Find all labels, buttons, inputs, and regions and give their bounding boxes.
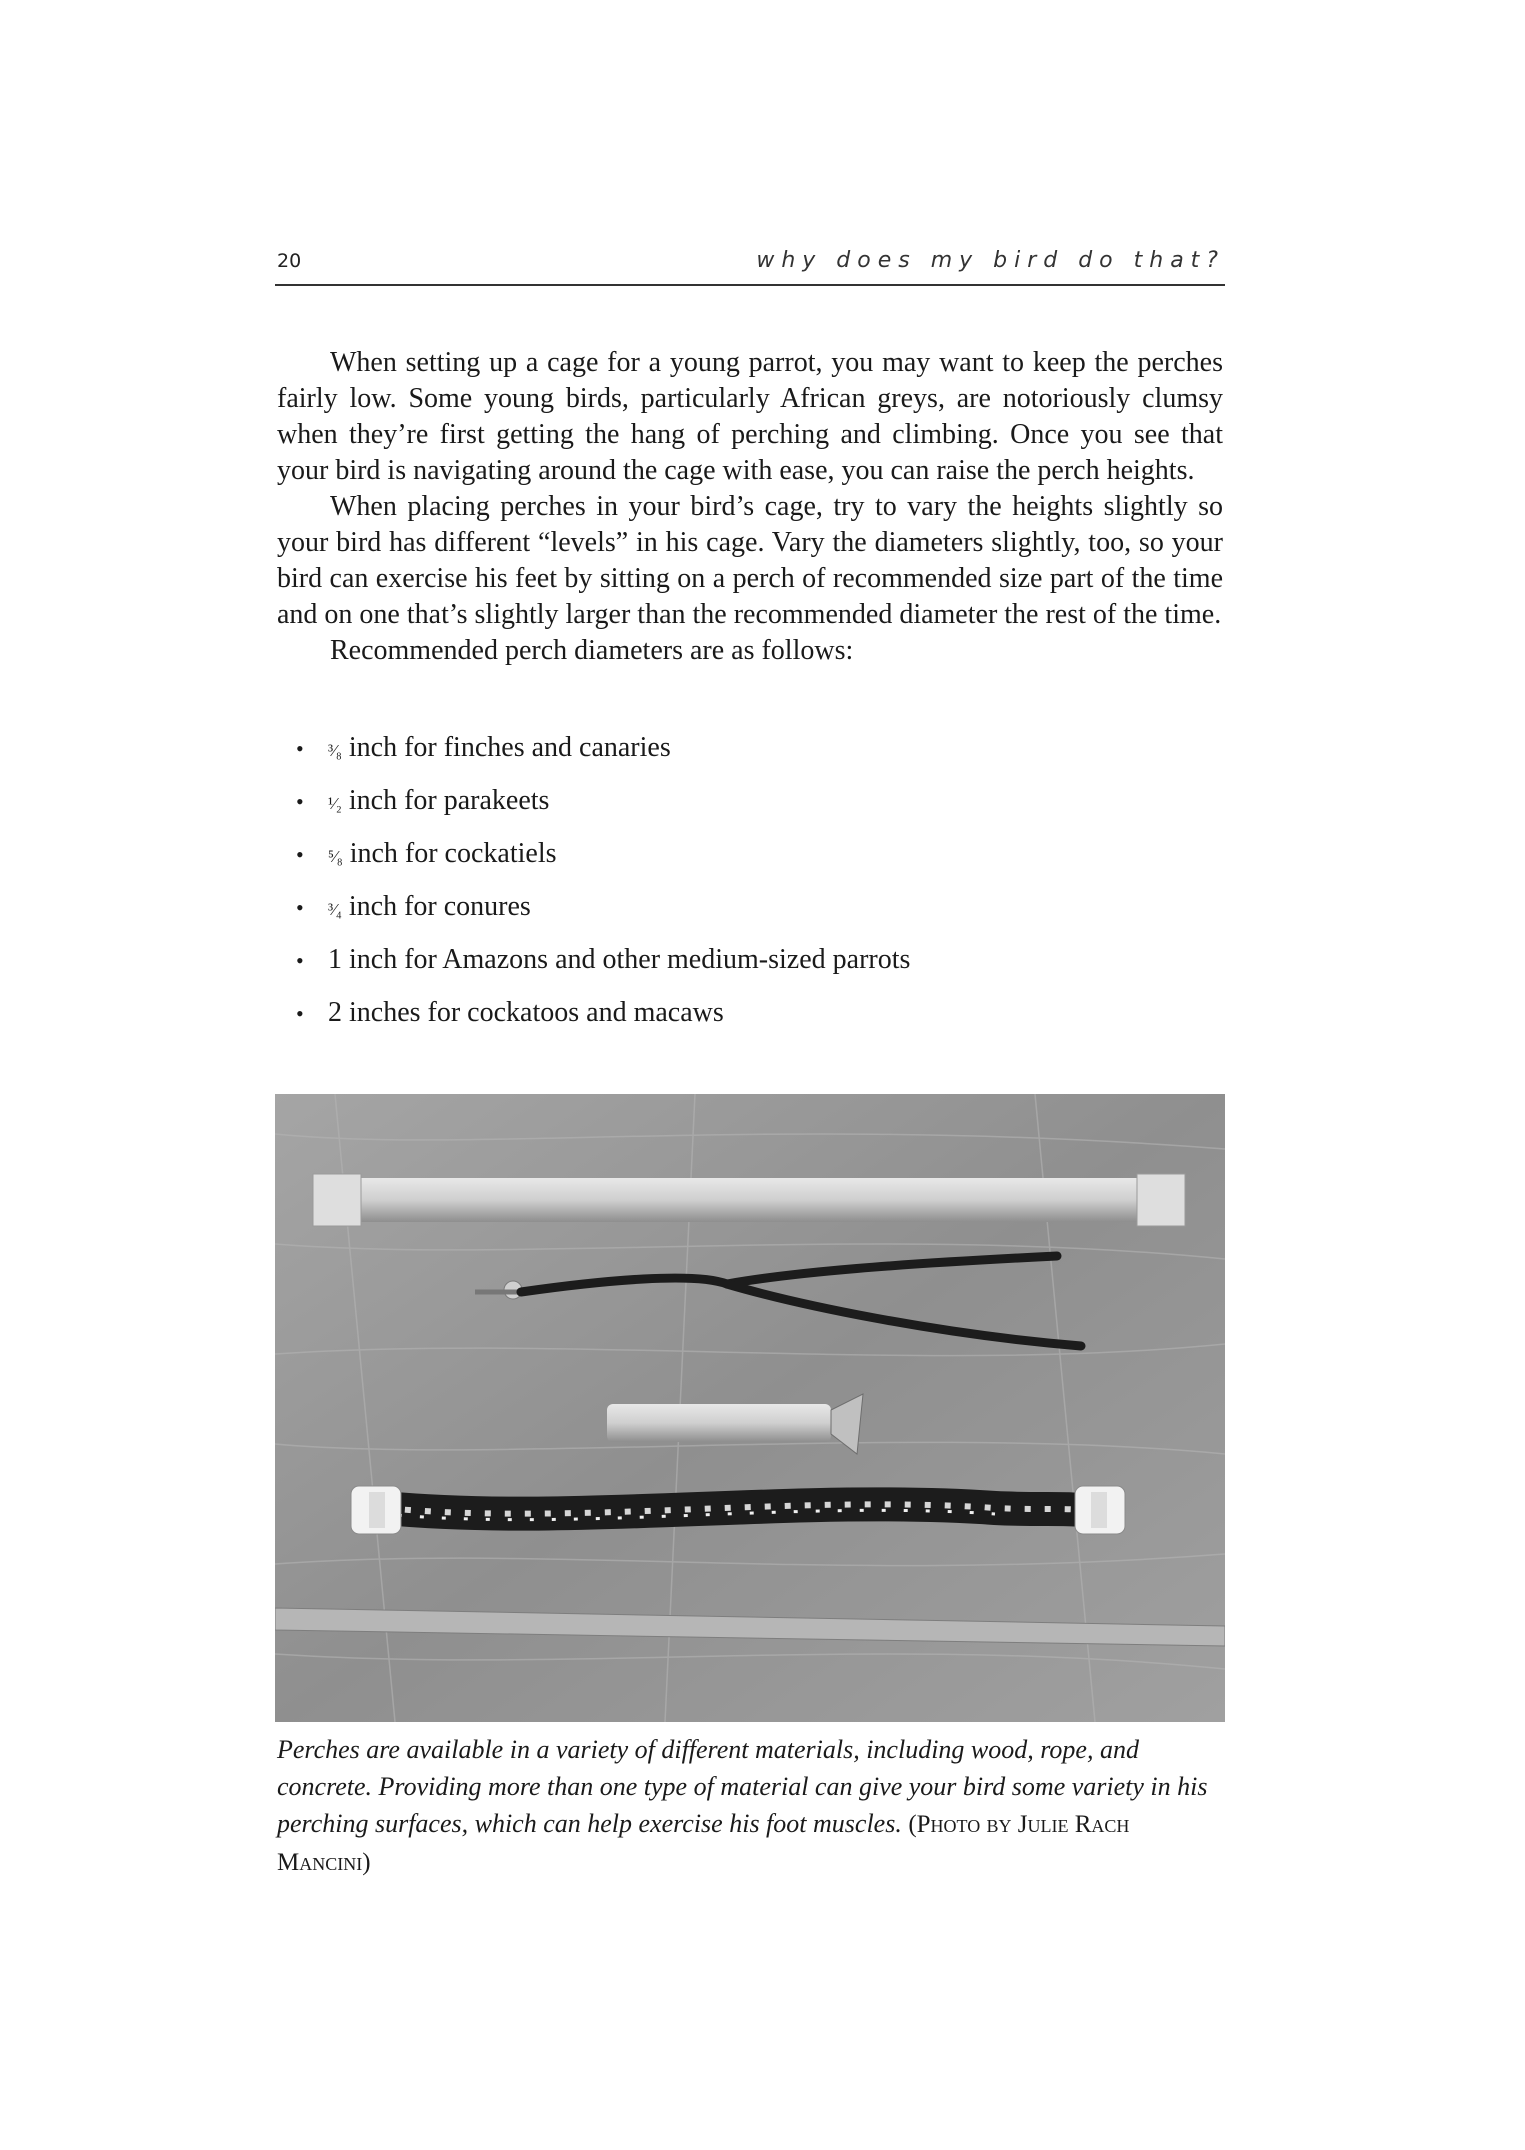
bullet-icon: •	[296, 842, 304, 867]
wooden-perch	[313, 1174, 1185, 1226]
bullet-icon: •	[296, 789, 304, 814]
list-item	[296, 783, 1196, 836]
list-item	[296, 889, 1196, 942]
list-item	[296, 836, 1196, 889]
bullet-icon: •	[296, 736, 304, 761]
list-item-text: inch for cockatiels	[342, 838, 557, 869]
list-item-text: inch for conures	[341, 891, 531, 922]
perch-diameter-list	[296, 730, 1196, 1048]
fraction: ⁵⁄₈	[328, 847, 343, 866]
list-item	[296, 995, 1196, 1048]
running-head: why does my bird do that?	[756, 248, 1225, 273]
list-item	[296, 942, 1196, 995]
paragraph: When placing perches in your bird’s cage, try to vary the heights slightly so your bird has different “levels” in his cage. Vary the diameters slightly, too, so your bird can exercise his feet by sitting on a perch of recommended size part of the time and on one that’s slightly larger than the recommended diameter the rest of the time.	[277, 491, 1223, 630]
page-number: 20	[277, 250, 302, 272]
list-item-text: inch for finches and canaries	[341, 732, 671, 763]
bullet-icon: •	[296, 948, 304, 973]
paragraph: Recommended perch diameters are as follows:	[330, 635, 854, 666]
figure-caption	[277, 1731, 1223, 1881]
perches-photo	[275, 1094, 1225, 1722]
list-item-text: 1 inch for Amazons and other medium-sized parrots	[328, 944, 911, 975]
page-header	[275, 236, 1225, 286]
list-item-text: 2 inches for cockatoos and macaws	[328, 997, 724, 1028]
bullet-icon: •	[296, 895, 304, 920]
list-item-text: inch for parakeets	[341, 785, 550, 816]
caption-text: Perches are available in a variety of different materials, including wood, rope, and concrete. Providing more than one type of material can give your bird some variety in his perching surfaces, which can help exercise his foot muscles.	[277, 1735, 1208, 1838]
paragraph: When setting up a cage for a young parrot, you may want to keep the perches fairly low. Some young birds, particularly African greys, are notoriously clumsy when they’re first getting the hang of perching and climbing. Once you see that your bird is navigating around the cage with ease, you can raise the perch heights.	[277, 347, 1223, 486]
body-text	[277, 345, 1223, 669]
fraction: ³⁄₈	[328, 741, 342, 760]
fraction: ¹⁄₂	[328, 794, 342, 813]
fraction: ³⁄₄	[328, 900, 342, 919]
bullet-icon: •	[296, 1001, 304, 1026]
photo-credit: (Photo by Julie Rach Mancini)	[277, 1811, 1130, 1876]
list-item	[296, 730, 1196, 783]
